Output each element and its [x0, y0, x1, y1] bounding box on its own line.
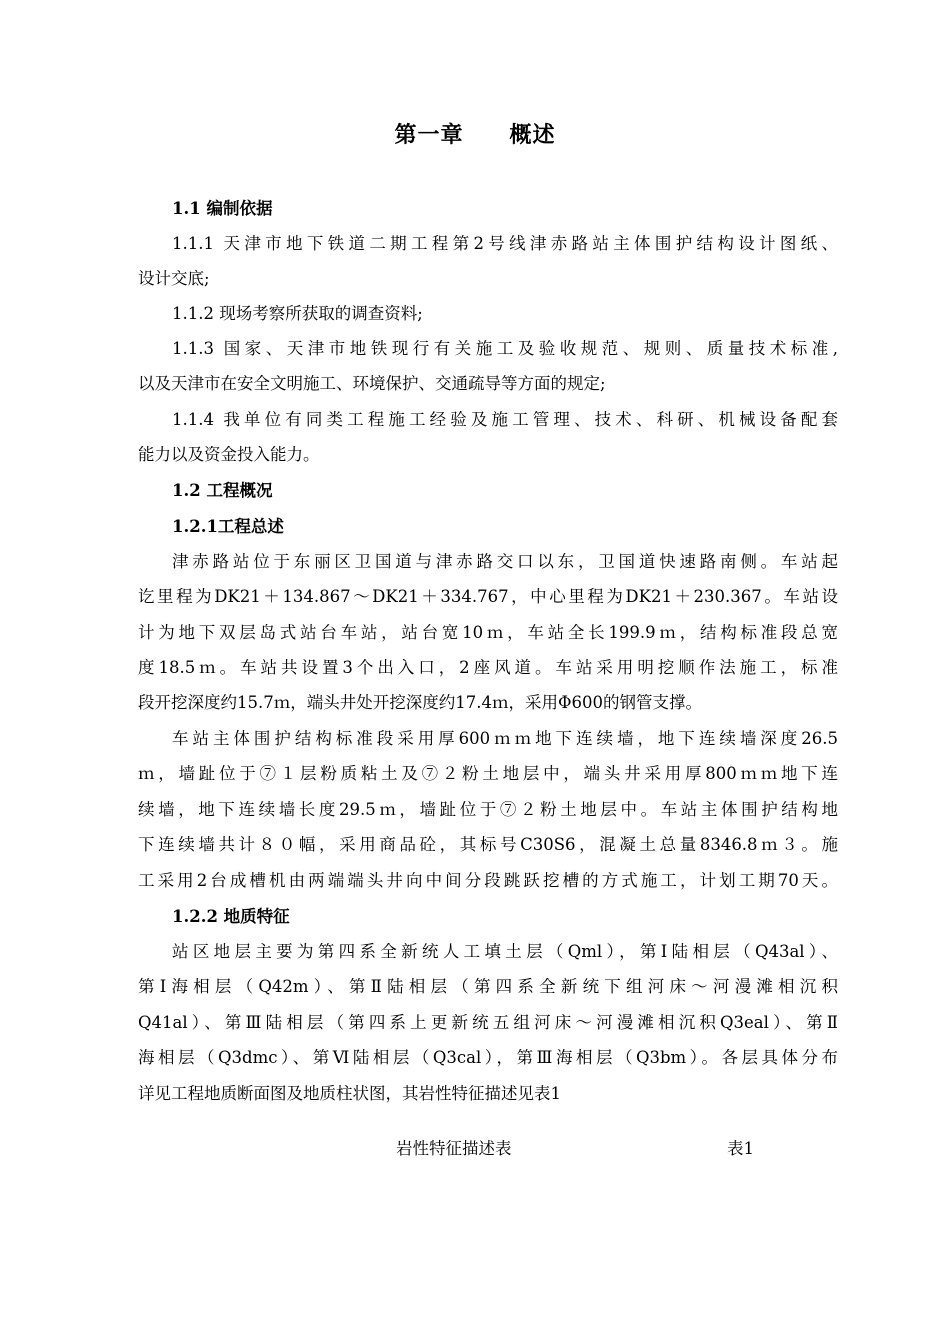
paragraph-line: 计为地下双层岛式站台车站，站台宽10ｍ，车站全长199.9ｍ，结构标准段总宽: [138, 623, 838, 642]
paragraph-line: 以及天津市在安全文明施工、环境保护、交通疏导等方面的规定;: [138, 374, 606, 393]
chapter-title: 第一章 概述: [394, 122, 556, 148]
paragraph-line: 详见工程地质断面图及地质柱状图，其岩性特征描述见表1: [138, 1084, 561, 1103]
section-heading: 1.2 工程概况: [172, 481, 273, 500]
paragraph-line: 设计交底;: [138, 269, 210, 288]
paragraph-line: 1.1.4 我单位有同类工程施工经验及施工管理、技术、科研、机械设备配套: [172, 410, 838, 429]
paragraph-line: 1.1.2 现场考察所获取的调查资料;: [172, 304, 423, 323]
paragraph-line: 车站主体围护结构标准段采用厚600ｍｍ地下连续墙，地下连续墙深度26.5: [172, 729, 838, 748]
paragraph-line: 1.1.3 国家、天津市地铁现行有关施工及验收规范、规则、质量技术标准,: [172, 339, 838, 358]
paragraph-line: 讫里程为DK21＋134.867～DK21＋334.767，中心里程为DK21＋230.367。车站设: [138, 587, 838, 606]
paragraph-line: 段开挖深度约15.7ｍ，端头井处开挖深度约17.4ｍ，采用Φ600的钢管支撑。: [138, 693, 702, 712]
paragraph-line: 度18.5ｍ。车站共设置3个出入口，2座风道。车站采用明挖顺作法施工，标准: [138, 658, 838, 677]
section-heading: 1.1 编制依据: [172, 199, 273, 218]
paragraph-line: 津赤路站位于东丽区卫国道与津赤路交口以东，卫国道快速路南侧。车站起: [172, 552, 838, 571]
section-heading: 1.2.1工程总述: [172, 517, 284, 536]
paragraph-line: 站区地层主要为第四系全新统人工填土层（Qml），第Ⅰ陆相层（Q43al）、: [172, 942, 838, 961]
paragraph-line: 能力以及资金投入能力。: [138, 445, 320, 464]
paragraph-line: 1.1.1 天津市地下铁道二期工程第2号线津赤路站主体围护结构设计图纸、: [172, 234, 838, 253]
paragraph-line: ｍ，墙趾位于⑦１层粉质粘土及⑦２粉土地层中，端头井采用厚800ｍｍ地下连: [138, 764, 838, 783]
paragraph-line: Q41al）、第Ⅲ陆相层（第四系上更新统五组河床～河漫滩相沉积Q3eal）、第Ⅱ: [138, 1013, 838, 1032]
paragraph-line: 海相层（Q3dmc）、第Ⅵ陆相层（Q3cal），第Ⅲ海相层（Q3bm）。各层具体分布: [138, 1048, 838, 1067]
section-heading: 1.2.2 地质特征: [172, 907, 290, 926]
paragraph-line: 第Ⅰ海相层（Q42m）、第Ⅱ陆相层（第四系全新统下组河床～河漫滩相沉积: [138, 977, 838, 996]
paragraph-line: 下连续墙共计８０幅，采用商品砼，其标号C30S6，混凝土总量8346.8ｍ３。施: [138, 835, 838, 854]
paragraph-line: 续墙，地下连续墙长度29.5ｍ，墙趾位于⑦２粉土地层中。车站主体围护结构地: [138, 800, 838, 819]
table-number: 表1: [727, 1139, 754, 1158]
table-caption: 岩性特征描述表: [396, 1139, 512, 1158]
paragraph-line: 工采用2台成槽机由两端端头井向中间分段跳跃挖槽的方式施工，计划工期70天。: [138, 871, 838, 890]
